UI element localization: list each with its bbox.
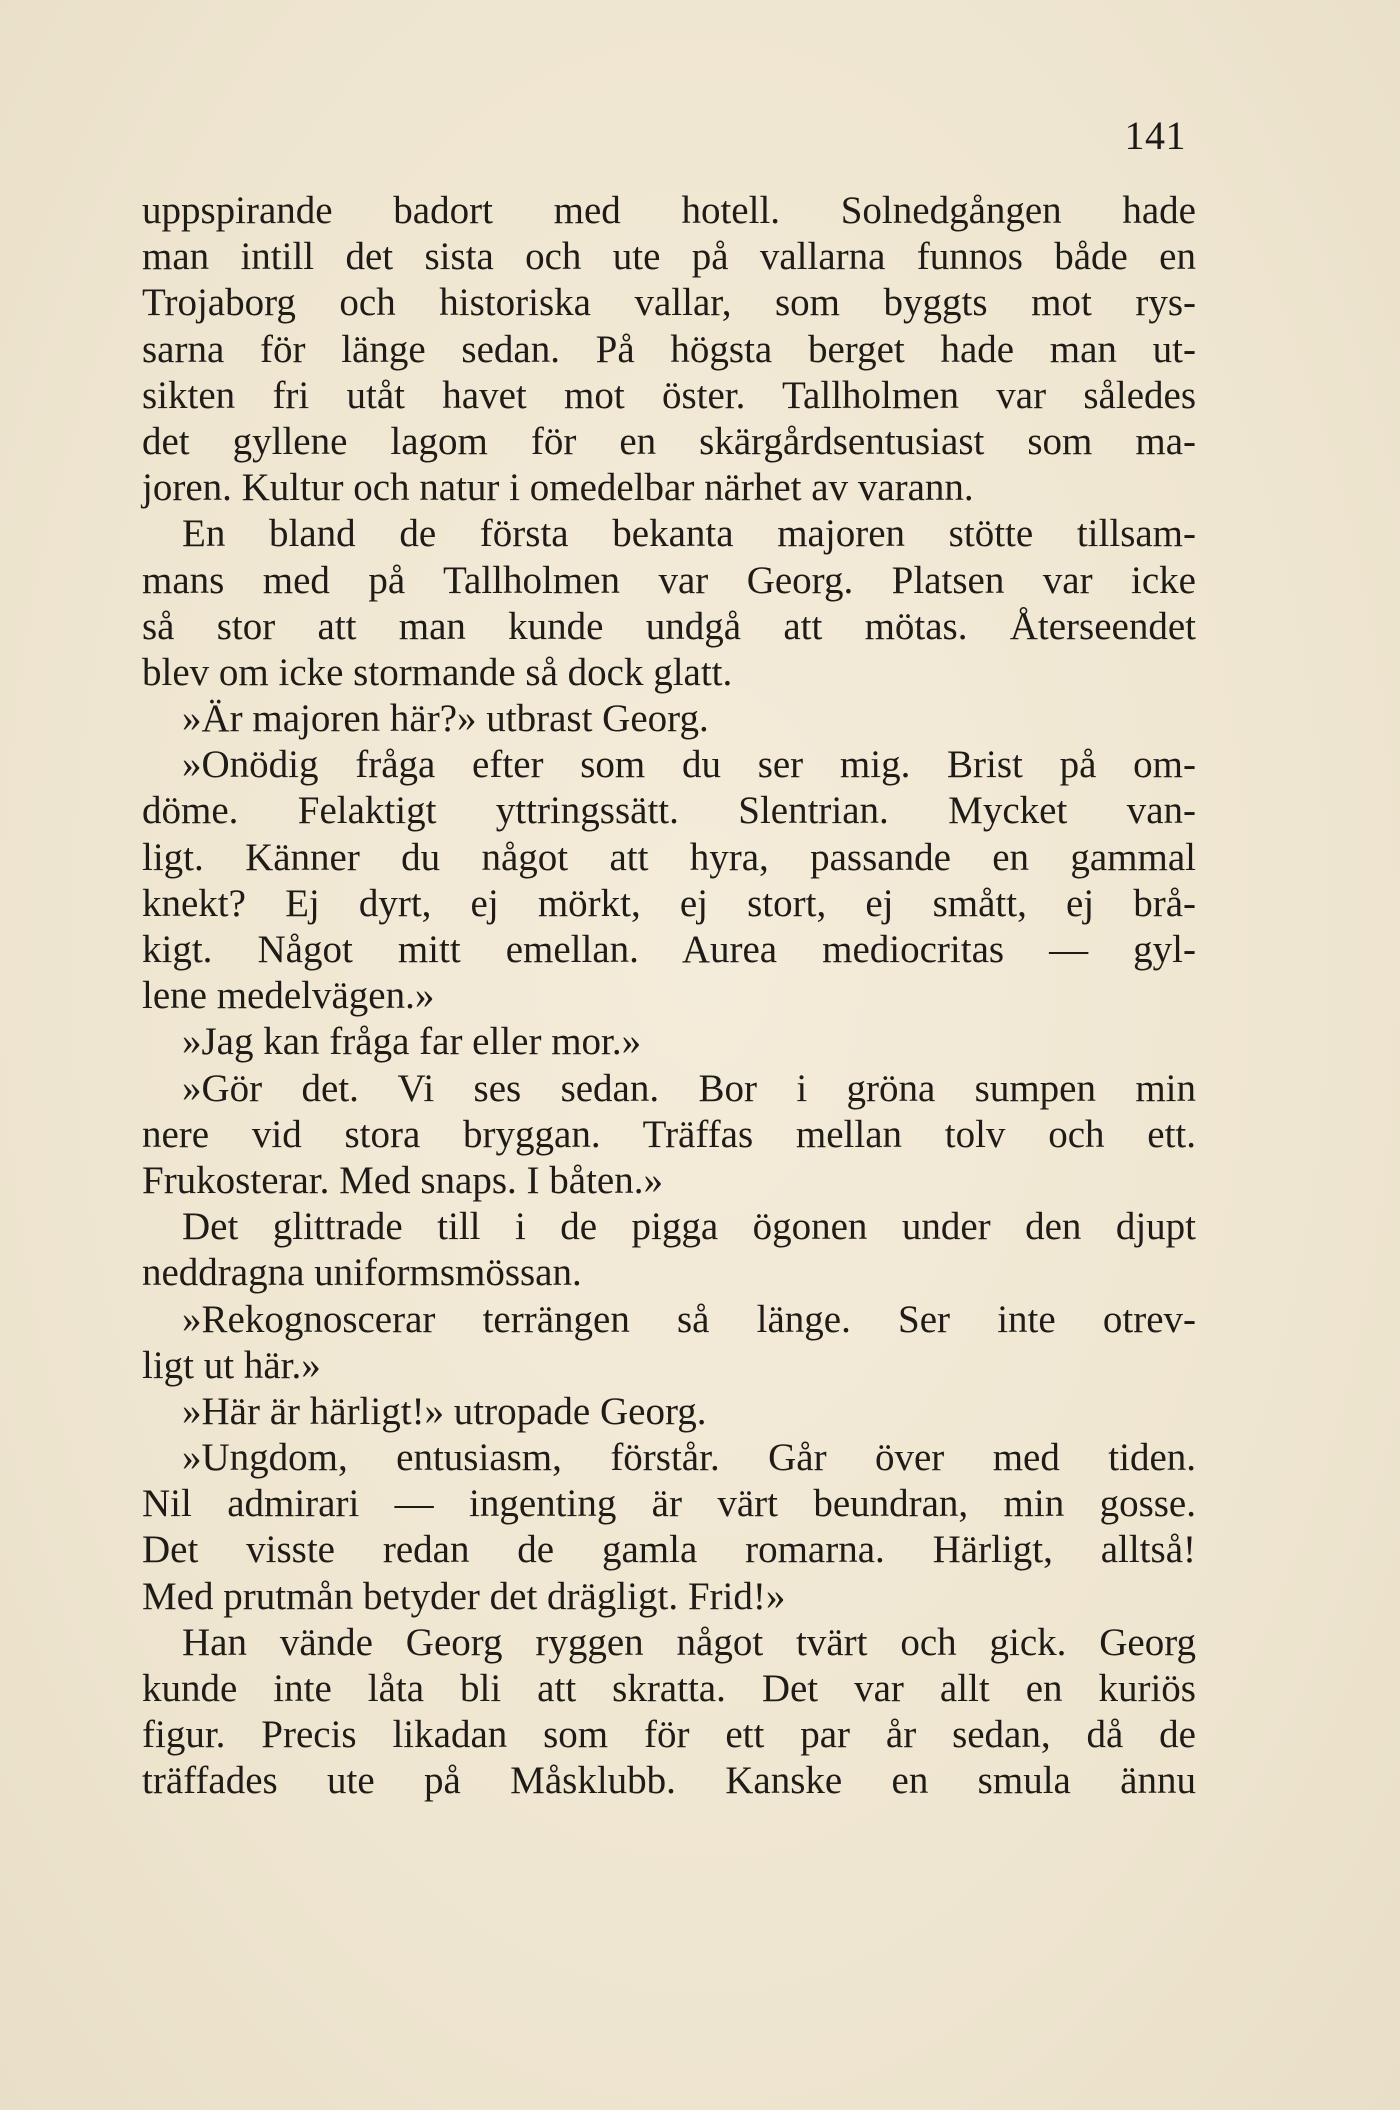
text-line: »Är majoren här?» utbrast Georg. bbox=[182, 697, 709, 741]
text-line: joren. Kultur och natur i omedelbar närhet av varann. bbox=[142, 466, 974, 510]
page-number: 141 bbox=[1124, 113, 1186, 158]
body-text bbox=[142, 188, 1196, 1805]
text-line: neddragna uniformsmössan. bbox=[142, 1251, 582, 1295]
text-line: Med prutmån betyder det drägligt. Frid!» bbox=[142, 1574, 786, 1618]
text-line: Han vände Georg ryggen något tvärt och gick. Georg bbox=[182, 1620, 1196, 1664]
text-line: lene medelvägen.» bbox=[142, 974, 435, 1018]
text-line: »Onödig fråga efter som du ser mig. Brist på om- bbox=[182, 743, 1196, 787]
text-line: nere vid stora bryggan. Träffas mellan tolv och ett. bbox=[142, 1112, 1196, 1156]
text-line: »Rekognoscerar terrängen så länge. Ser inte otrev- bbox=[182, 1297, 1196, 1341]
text-line: ligt ut här.» bbox=[142, 1343, 321, 1387]
text-line: sarna för länge sedan. På högsta berget hade man ut- bbox=[142, 327, 1196, 371]
text-line: »Gör det. Vi ses sedan. Bor i gröna sumpen min bbox=[182, 1066, 1196, 1110]
text-line: Trojaborg och historiska vallar, som byggts mot rys- bbox=[142, 281, 1196, 325]
text-line: kunde inte låta bli att skratta. Det var allt en kuriös bbox=[142, 1667, 1196, 1710]
text-line: En bland de första bekanta majoren stötte tillsam- bbox=[182, 512, 1196, 556]
text-line: Det visste redan de gamla romarna. Härligt, alltså! bbox=[142, 1528, 1196, 1572]
text-line: kigt. Något mitt emellan. Aurea mediocritas — gyl- bbox=[142, 928, 1196, 971]
text-line: Nil admirari — ingenting är värt beundran, min gosse. bbox=[142, 1482, 1196, 1526]
text-line: Det glittrade till i de pigga ögonen under den djupt bbox=[182, 1205, 1196, 1249]
text-line: »Jag kan fråga far eller mor.» bbox=[182, 1020, 642, 1064]
text-line: Frukosterar. Med snaps. I båten.» bbox=[142, 1158, 663, 1202]
text-line: »Ungdom, entusiasm, förstår. Går över med tiden. bbox=[182, 1436, 1196, 1480]
text-line: det gyllene lagom för en skärgårdsentusiast som ma- bbox=[142, 419, 1196, 463]
text-line: man intill det sista och ute på vallarna funnos både en bbox=[142, 235, 1196, 279]
text-line: blev om icke stormande så dock glatt. bbox=[142, 650, 733, 694]
text-line: »Här är härligt!» utropade Georg. bbox=[182, 1389, 707, 1433]
text-line: så stor att man kunde undgå att mötas. Återseendet bbox=[142, 604, 1196, 648]
text-line: mans med på Tallholmen var Georg. Platsen var icke bbox=[142, 558, 1196, 602]
text-line: sikten fri utåt havet mot öster. Tallholmen var således bbox=[142, 373, 1196, 417]
text-line: figur. Precis likadan som för ett par år sedan, då de bbox=[142, 1713, 1196, 1757]
text-line: knekt? Ej dyrt, ej mörkt, ej stort, ej smått, ej brå- bbox=[142, 881, 1196, 925]
text-line: ligt. Känner du något att hyra, passande en gammal bbox=[142, 835, 1196, 879]
text-line: döme. Felaktigt yttringssätt. Slentrian. Mycket van- bbox=[142, 789, 1196, 833]
text-line: uppspirande badort med hotell. Solnedgången hade bbox=[142, 189, 1196, 232]
text-line: träffades ute på Måsklubb. Kanske en smula ännu bbox=[142, 1759, 1196, 1803]
